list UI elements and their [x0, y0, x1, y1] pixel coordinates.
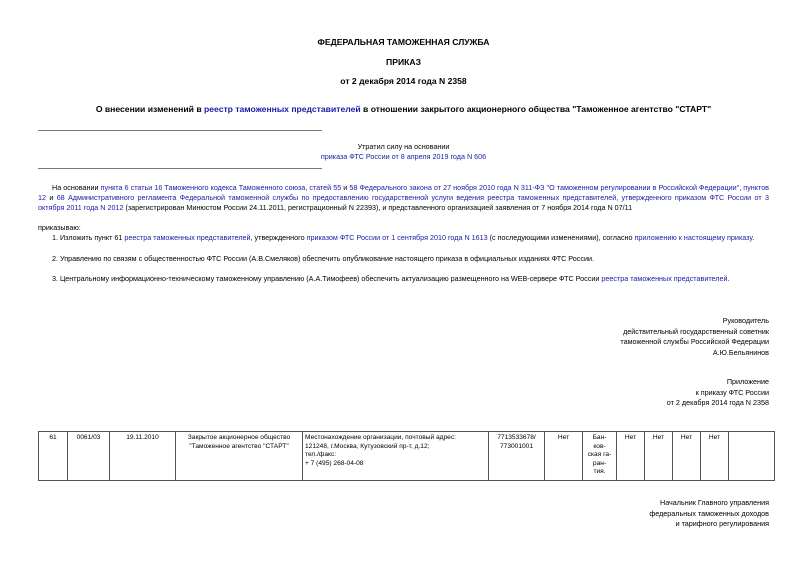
appendix-label: Приложение: [726, 377, 769, 386]
cell-address: [303, 432, 489, 481]
address-line: 121248, г.Москва, Кутузовский пр-т, д.12;: [305, 442, 430, 450]
title-text-before: О внесении изменений в: [95, 104, 204, 114]
item-text: 1. Изложить пункт 61: [52, 233, 125, 242]
item-text: .: [727, 274, 730, 283]
item-text: .: [752, 233, 755, 242]
repeal-note: [0, 142, 807, 162]
repeal-order-link[interactable]: приказа ФТС России от 8 апреля 2019 года N 606: [320, 152, 487, 161]
inn-line: 7713533678/: [497, 434, 536, 441]
article-55-link[interactable]: статей 55: [309, 183, 342, 192]
federal-law-311-link[interactable]: 58 Федерального закона от 27 ноября 2010 года N 311-ФЗ "О таможенном регулировании в Российской Федерации": [349, 183, 740, 192]
item-text: 3. Центральному информационно-техническому таможенному управлению (А.А.Тимофеев) обеспечить актуализацию размещенного на WEB-сервере ФТС России: [52, 274, 602, 283]
order-1613-link[interactable]: приказом ФТС России от 1 сентября 2010 года N 1613: [306, 233, 488, 242]
appendix-date: от 2 декабря 2014 года N 2358: [666, 398, 769, 407]
preamble-text: ,: [305, 183, 310, 192]
guarantee-line: тия.: [593, 468, 606, 476]
preamble-text: и: [46, 193, 57, 202]
document-date-number: от 2 декабря 2014 года N 2358: [340, 76, 467, 86]
guarantee-line: ков-: [593, 442, 606, 450]
signature-name: А.Ю.Бельянинов: [712, 347, 769, 357]
appendix-link[interactable]: приложению к настоящему приказу: [634, 233, 753, 242]
guarantee-line: ран-: [592, 459, 607, 467]
item-text: , утвержденного: [250, 233, 307, 242]
clause-12-link[interactable]: пунктов 12: [38, 183, 770, 202]
cell-organization: [176, 432, 303, 481]
footer-line: и тарифного регулирования: [675, 519, 769, 528]
cell-col-13: [729, 432, 775, 481]
order-item-1: [52, 233, 769, 243]
signature-position: Руководитель: [722, 316, 769, 325]
guarantee-line: ская га-: [587, 451, 612, 459]
preamble-text: На основании: [52, 183, 101, 192]
signature-rank-2: таможенной службы Российской Федерации: [620, 337, 769, 346]
appendix-header: [667, 377, 769, 409]
cell-date: 19.11.2010: [110, 432, 176, 481]
order-item-2: 2. Управлению по связям с общественностью ФТС России (А.В.Смеляков) обеспечить опубликование настоящего приказа в официальных изданиях ФТС России.: [52, 254, 594, 263]
cell-col-7: Нет: [545, 432, 583, 481]
agency-name: ФЕДЕРАЛЬНАЯ ТАМОЖЕННАЯ СЛУЖБА: [317, 37, 490, 47]
cell-guarantee: [583, 432, 617, 481]
divider-bottom: [38, 168, 322, 169]
inn-line: 773001001: [499, 442, 533, 450]
appendix-ref: к приказу ФТС России: [695, 387, 769, 397]
preamble: [38, 183, 769, 213]
preamble-text: (зарегистрирован Минюстом России 24.11.2011, регистрационный N 22393), и представленного организацией заявления от 7 ноября 2014 года N 07/11: [123, 203, 633, 212]
cell-inn-kpp: [489, 432, 545, 481]
org-line: "Таможенное агентство "СТАРТ": [189, 442, 289, 450]
preamble-text: и: [341, 183, 350, 192]
footer-signature: [649, 498, 769, 530]
registry-link[interactable]: реестра таможенных представителей: [124, 233, 251, 242]
item-text: (с последующими изменениями), согласно: [487, 233, 635, 242]
registry-link[interactable]: реестра таможенных представителей: [601, 274, 728, 283]
admin-regulation-link[interactable]: 68 Административного регламента Федеральной таможенной службы по предоставлению государственной услуги ведения реестра таможенных представителей, утвержденного приказом ФТС России от 3 октября 2011 года N 2012: [38, 193, 769, 212]
divider-top: [38, 130, 322, 131]
table-row: [39, 432, 775, 481]
customs-code-link[interactable]: пункта 6 статьи 16 Таможенного кодекса Таможенного союза: [100, 183, 306, 192]
signature-block: [620, 316, 769, 358]
signature-rank: действительный государственный советник: [623, 326, 769, 336]
cell-col-9: Нет: [617, 432, 645, 481]
cell-col-10: Нет: [645, 432, 673, 481]
cell-col-11: Нет: [673, 432, 701, 481]
title-text-after: в отношении закрытого акционерного общества "Таможенное агентство "СТАРТ": [360, 104, 712, 114]
address-line: Местонахождение организации, почтовый адрес:: [305, 434, 456, 441]
org-line: Закрытое акционерное общество: [187, 434, 291, 441]
cell-registration: 0061/03: [68, 432, 110, 481]
footer-line: федеральных таможенных доходов: [649, 508, 769, 518]
preamble-text: ,: [739, 183, 744, 192]
order-item-3: [52, 274, 769, 284]
guarantee-line: Бан-: [592, 434, 607, 441]
title-registry-link[interactable]: реестр таможенных представителей: [204, 104, 361, 114]
order-word: приказываю:: [38, 223, 81, 232]
cell-col-12: Нет: [701, 432, 729, 481]
footer-line: Начальник Главного управления: [660, 498, 769, 507]
cell-number: 61: [39, 432, 68, 481]
address-line: тел./факс:: [305, 451, 337, 459]
document-type: ПРИКАЗ: [386, 57, 421, 67]
registry-table: [38, 431, 775, 481]
address-line: + 7 (495) 268-04-08: [305, 459, 364, 467]
document-title: [0, 104, 807, 114]
repeal-note-text: Утратил силу на основании: [357, 142, 450, 151]
